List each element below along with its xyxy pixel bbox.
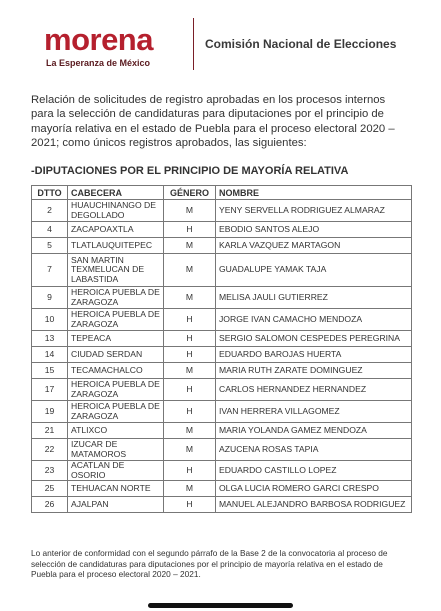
section-title: -DIPUTACIONES POR EL PRINCIPIO DE MAYORÍA RELATIVA: [31, 165, 349, 177]
table-row: [32, 238, 412, 254]
table-row: [32, 200, 412, 222]
cell-nombre: AZUCENA ROSAS TAPIA: [216, 439, 412, 461]
candidates-table: [31, 185, 412, 513]
cell-dtto: 17: [32, 379, 68, 401]
table-row: [32, 481, 412, 497]
cell-dtto: 25: [32, 481, 68, 497]
cell-nombre: MELISA JAULI GUTIERREZ: [216, 287, 412, 309]
cell-genero: H: [164, 497, 216, 513]
cell-genero: M: [164, 363, 216, 379]
cell-cabecera: TEPEACA: [68, 331, 164, 347]
cell-genero: M: [164, 423, 216, 439]
cell-cabecera: TECAMACHALCO: [68, 363, 164, 379]
cell-cabecera: HEROICA PUEBLA DE ZARAGOZA: [68, 309, 164, 331]
cell-cabecera: HEROICA PUEBLA DE ZARAGOZA: [68, 379, 164, 401]
table-header-row: [32, 186, 412, 200]
cell-dtto: 19: [32, 401, 68, 423]
cell-genero: M: [164, 238, 216, 254]
table-row: [32, 331, 412, 347]
table-row: [32, 439, 412, 461]
table-row: [32, 309, 412, 331]
cell-cabecera: ACATLAN DE OSORIO: [68, 461, 164, 481]
cell-cabecera: SAN MARTIN TEXMELUCAN DE LABASTIDA: [68, 254, 164, 287]
cell-genero: H: [164, 331, 216, 347]
cell-nombre: SERGIO SALOMON CESPEDES PEREGRINA: [216, 331, 412, 347]
header-dtto: DTTO: [32, 186, 68, 200]
table-row: [32, 347, 412, 363]
table-row: [32, 287, 412, 309]
cell-cabecera: HEROICA PUEBLA DE ZARAGOZA: [68, 287, 164, 309]
cell-nombre: EDUARDO CASTILLO LOPEZ: [216, 461, 412, 481]
cell-nombre: MANUEL ALEJANDRO BARBOSA RODRIGUEZ: [216, 497, 412, 513]
cell-genero: H: [164, 401, 216, 423]
cell-genero: H: [164, 309, 216, 331]
cell-dtto: 2: [32, 200, 68, 222]
home-indicator[interactable]: [148, 603, 293, 608]
cell-dtto: 22: [32, 439, 68, 461]
cell-cabecera: HEROICA PUEBLA DE ZARAGOZA: [68, 401, 164, 423]
cell-nombre: JORGE IVAN CAMACHO MENDOZA: [216, 309, 412, 331]
cell-cabecera: TLATLAUQUITEPEC: [68, 238, 164, 254]
cell-dtto: 13: [32, 331, 68, 347]
morena-logo: morena: [44, 22, 153, 57]
cell-genero: H: [164, 379, 216, 401]
table-row: [32, 461, 412, 481]
cell-dtto: 4: [32, 222, 68, 238]
cell-cabecera: IZUCAR DE MATAMOROS: [68, 439, 164, 461]
cell-genero: M: [164, 481, 216, 497]
cell-nombre: MARIA RUTH ZARATE DOMINGUEZ: [216, 363, 412, 379]
cell-nombre: MARIA YOLANDA GAMEZ MENDOZA: [216, 423, 412, 439]
cell-dtto: 21: [32, 423, 68, 439]
intro-paragraph: Relación de solicitudes de registro aprobadas en los procesos internos para la selección de candidaturas para diputaciones por el principio de mayoría relativa en el estado de Puebla para el proceso electoral 2020 – 2021; como únicos registros aprobados, las siguientes:: [31, 94, 395, 149]
cell-genero: M: [164, 254, 216, 287]
table-row: [32, 401, 412, 423]
cell-nombre: IVAN HERRERA VILLAGOMEZ: [216, 401, 412, 423]
header-genero: GÉNERO: [164, 186, 216, 200]
cell-nombre: EDUARDO BAROJAS HUERTA: [216, 347, 412, 363]
table-row: [32, 363, 412, 379]
cell-dtto: 14: [32, 347, 68, 363]
cell-dtto: 23: [32, 461, 68, 481]
cell-dtto: 10: [32, 309, 68, 331]
table-row: [32, 379, 412, 401]
cell-dtto: 5: [32, 238, 68, 254]
footer-note: Lo anterior de conformidad con el segundo párrafo de la Base 2 de la convocatoria al proceso de selección de candidaturas para diputaciones por el principio de mayoría relativa en el estado de Puebla para el proceso electoral 2020 – 2021.: [31, 548, 388, 579]
table-row: [32, 254, 412, 287]
cell-genero: M: [164, 439, 216, 461]
table-row: [32, 423, 412, 439]
cell-genero: H: [164, 347, 216, 363]
cell-dtto: 26: [32, 497, 68, 513]
header-nombre: NOMBRE: [216, 186, 412, 200]
cell-genero: M: [164, 287, 216, 309]
cell-nombre: EBODIO SANTOS ALEJO: [216, 222, 412, 238]
cell-dtto: 9: [32, 287, 68, 309]
table-row: [32, 497, 412, 513]
cell-dtto: 7: [32, 254, 68, 287]
cell-dtto: 15: [32, 363, 68, 379]
cell-nombre: YENY SERVELLA RODRIGUEZ ALMARAZ: [216, 200, 412, 222]
table-row: [32, 222, 412, 238]
cell-nombre: GUADALUPE YAMAK TAJA: [216, 254, 412, 287]
header-divider: [193, 18, 194, 70]
cell-genero: M: [164, 200, 216, 222]
cell-genero: H: [164, 461, 216, 481]
cell-cabecera: TEHUACAN NORTE: [68, 481, 164, 497]
cell-cabecera: CIUDAD SERDAN: [68, 347, 164, 363]
organization-name: Comisión Nacional de Elecciones: [205, 37, 397, 51]
cell-nombre: CARLOS HERNANDEZ HERNANDEZ: [216, 379, 412, 401]
logo-tagline: La Esperanza de México: [46, 58, 151, 68]
cell-nombre: KARLA VAZQUEZ MARTAGON: [216, 238, 412, 254]
cell-nombre: OLGA LUCIA ROMERO GARCI CRESPO: [216, 481, 412, 497]
cell-cabecera: ATLIXCO: [68, 423, 164, 439]
cell-cabecera: HUAUCHINANGO DE DEGOLLADO: [68, 200, 164, 222]
document-header: [0, 0, 441, 80]
cell-genero: H: [164, 222, 216, 238]
cell-cabecera: ZACAPOAXTLA: [68, 222, 164, 238]
header-cabecera: CABECERA: [68, 186, 164, 200]
cell-cabecera: AJALPAN: [68, 497, 164, 513]
